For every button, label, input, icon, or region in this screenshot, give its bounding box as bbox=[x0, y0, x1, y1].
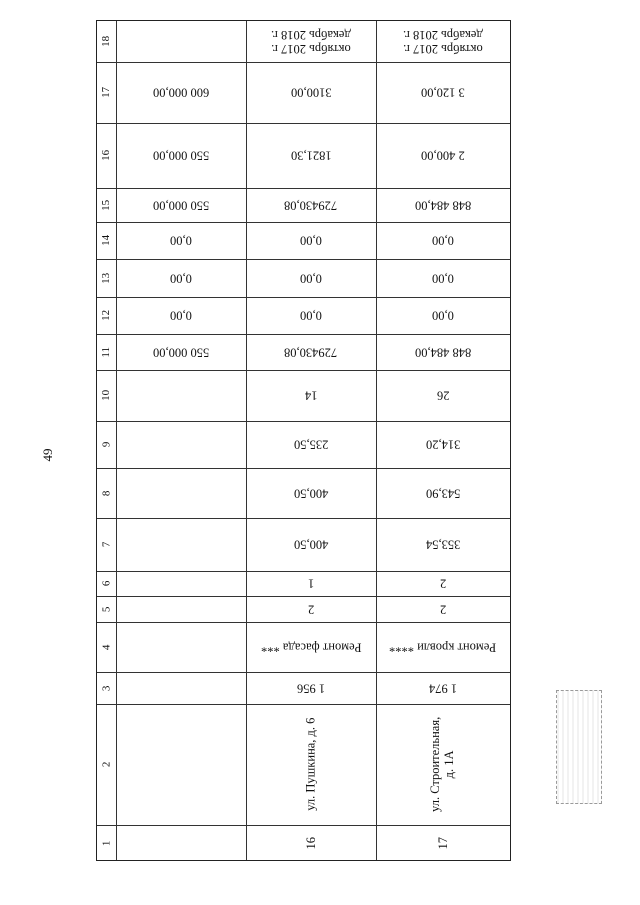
row17-address: ул. Строительная, д. 1А bbox=[428, 716, 457, 813]
total-col14: 0,00 bbox=[170, 233, 192, 248]
column-number-2: 2 bbox=[100, 761, 113, 768]
row17-col3: 1 974 bbox=[428, 681, 458, 696]
row16-col16: 1821,30 bbox=[290, 148, 332, 163]
row16-col4: Ремонт фасада *** bbox=[260, 640, 362, 655]
row16-col8: 400,50 bbox=[293, 486, 329, 501]
row16-col17: 3100,00 bbox=[290, 85, 332, 100]
row17-col9: 314,20 bbox=[425, 437, 461, 452]
column-number-8: 8 bbox=[100, 490, 113, 496]
column-number-13: 13 bbox=[100, 272, 113, 284]
column-number-5: 5 bbox=[100, 606, 113, 612]
row16-col7: 400,50 bbox=[293, 537, 329, 552]
row16-col11: 729430,08 bbox=[284, 345, 338, 360]
row16-col13: 0,00 bbox=[300, 271, 322, 286]
row17-col14: 0,00 bbox=[432, 233, 454, 248]
rotated-table bbox=[96, 20, 511, 861]
row17-col7: 353,54 bbox=[425, 537, 461, 552]
row17-col8: 543,90 bbox=[425, 486, 461, 501]
row16-col2: ул. Пушкина, д. 6 bbox=[303, 717, 318, 812]
row17-period: октябрь 2017 г. декабрь 2018 г. bbox=[403, 27, 483, 56]
row17-col11: 848 484,00 bbox=[414, 345, 472, 360]
row17-col16: 2 400,00 bbox=[421, 148, 465, 163]
faded-stamp bbox=[556, 690, 602, 804]
column-number-16: 16 bbox=[100, 149, 113, 161]
row17-col17: 3 120,00 bbox=[421, 85, 465, 100]
column-number-11: 11 bbox=[100, 346, 113, 358]
column-number-18: 18 bbox=[100, 35, 113, 47]
row17-col5: 2 bbox=[439, 602, 447, 617]
row17-col6: 2 bbox=[439, 576, 447, 591]
column-number-15: 15 bbox=[100, 199, 113, 211]
column-number-6: 6 bbox=[100, 580, 113, 587]
column-number-4: 4 bbox=[100, 644, 113, 650]
row17-col18 bbox=[376, 21, 510, 62]
total-col16: 550 000,00 bbox=[152, 148, 210, 163]
total-col12: 0,00 bbox=[170, 308, 192, 323]
total-col13: 0,00 bbox=[170, 271, 192, 286]
total-col15: 550 000,00 bbox=[152, 198, 210, 213]
row16-col15: 729430,08 bbox=[284, 198, 338, 213]
row16-col5: 2 bbox=[307, 602, 315, 617]
row16-col18 bbox=[246, 21, 376, 62]
row17-col1: 17 bbox=[435, 837, 450, 850]
column-number-12: 12 bbox=[100, 309, 113, 321]
row17-col4: Ремонт кровли **** bbox=[389, 640, 497, 655]
row17-col12: 0,00 bbox=[432, 308, 454, 323]
row17-col13: 0,00 bbox=[432, 271, 454, 286]
column-number-17: 17 bbox=[100, 86, 113, 98]
column-number-7: 7 bbox=[100, 541, 113, 548]
row16-period: октябрь 2017 г. декабрь 2018 г. bbox=[271, 27, 351, 56]
column-number-3: 3 bbox=[100, 685, 113, 691]
page-number: 49 bbox=[40, 448, 55, 462]
column-number-14: 14 bbox=[100, 234, 113, 246]
row16-col6: 1 bbox=[307, 576, 315, 591]
row17-col15: 848 484,00 bbox=[414, 198, 472, 213]
column-number-1: 1 bbox=[100, 840, 113, 847]
row16-col10: 14 bbox=[304, 388, 318, 403]
row17-col10: 26 bbox=[436, 388, 450, 403]
row17-col2 bbox=[376, 704, 510, 825]
row16-col9: 235,50 bbox=[293, 437, 329, 452]
total-col11: 550 000,00 bbox=[152, 345, 210, 360]
column-number-10: 10 bbox=[100, 389, 113, 401]
row16-col12: 0,00 bbox=[300, 308, 322, 323]
column-number-9: 9 bbox=[100, 441, 113, 448]
row16-col1: 16 bbox=[303, 837, 318, 850]
row16-col14: 0,00 bbox=[300, 233, 322, 248]
row16-col3: 1 956 bbox=[296, 681, 326, 696]
total-col17: 600 000,00 bbox=[152, 85, 210, 100]
